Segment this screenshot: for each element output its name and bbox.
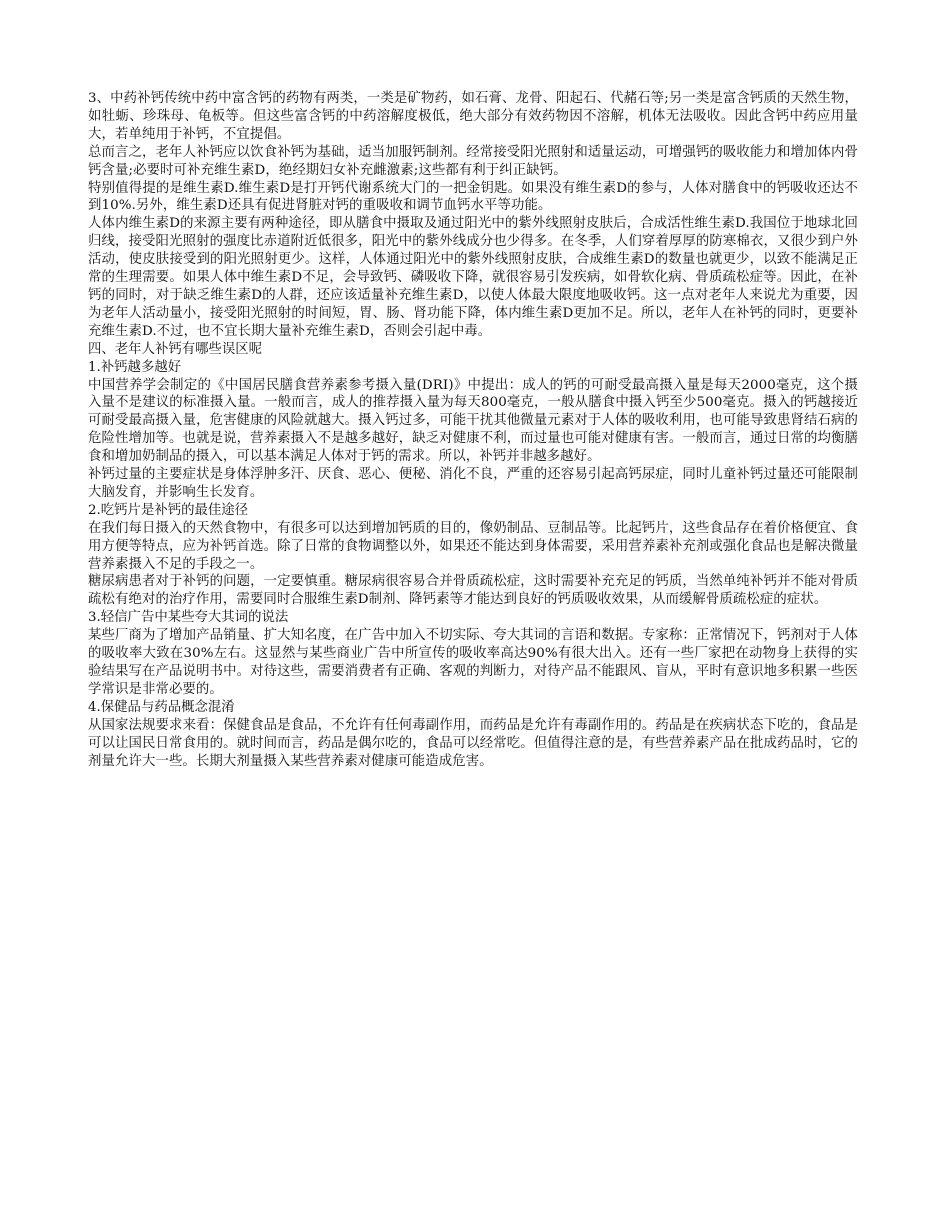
paragraph-vitamin-d-sources: 人体内维生素D的来源主要有两种途径，即从膳食中摄取及通过阳光中的紫外线照射皮肤后，合成活性维生素D.我国位于地球北回归线，接受阳光照射的强度比赤道附近低很多，阳光中的紫外线成分也少得多。在冬季，人们穿着厚厚的防寒棉衣，又很少到户外活动，使皮肤接受到的阳光照射更少。这样，人体通过阳光中的紫外线照射皮肤，合成维生素D的数量也就更少，以致不能满足正常的生理需要。如果人体中维生素D不足，会导致钙、磷吸收下降，就很容易引发疾病，如骨软化病、骨质疏松症等。因此，在补钙的同时，对于缺乏维生素D的人群，还应该适量补充维生素D，以使人体最大限度地吸收钙。这一点对老年人来说尤为重要，因为老年人活动量小，接受阳光照射的时间短，胃、肠、肾功能下降，体内维生素D更加不足。所以，老年人在补钙的同时，更要补充维生素D.不过，也不宜长期大量补充维生素D，否则会引起中毒。 bbox=[88, 216, 858, 339]
paragraph-vitamin-d-key: 特别值得提的是维生素D.维生素D是打开钙代谢系统大门的一把金钥匙。如果没有维生素D的参与，人体对膳食中的钙吸收还达不到10%.另外，维生素D还具有促进肾脏对钙的重吸收和调节血钙水平等功能。 bbox=[88, 180, 858, 214]
paragraph-dri: 中国营养学会制定的《中国居民膳食营养素参考摄入量(DRI)》中提出：成人的钙的可耐受最高摄入量是每天2000毫克，这个摄入量不是建议的标准摄入量。一般而言，成人的推荐摄入量为每天800毫克，一般从膳食中摄入钙至少500毫克。摄入的钙越接近可耐受最高摄入量，危害健康的风险就越大。摄入钙过多，可能干扰其他微量元素对于人体的吸收利用，也可能导致患肾结石病的危险性增加等。也就是说，营养素摄入不是越多越好，缺乏对健康不利，而过量也可能对健康有害。一般而言，通过日常的均衡膳食和增加奶制品的摄入，可以基本满足人体对于钙的需求。所以，补钙并非越多越好。 bbox=[88, 377, 858, 465]
subheading-health-products: 4.保健品与药品概念混淆 bbox=[88, 699, 235, 715]
paragraph-calcium-tcm: 3、中药补钙传统中药中富含钙的药物有两类，一类是矿物药，如石膏、龙骨、阳起石、代赭石等;另一类是富含钙质的天然生物，如牡蛎、珍珠母、龟板等。但这些富含钙的中药溶解度极低，绝大部分有效药物因不溶解，机体无法吸收。因此含钙中药应用量大，若单纯用于补钙，不宜提倡。 bbox=[88, 91, 858, 142]
paragraph-health-products: 从国家法规要求来看：保健食品是食品，不允许有任何毒副作用，而药品是允许有毒副作用的。药品是在疾病状态下吃的，食品是可以让国民日常食用的。就时间而言，药品是偶尔吃的，食品可以经常吃。但值得注意的是，有些营养素产品在批成药品时，它的剂量允许大一些。长期大剂量摄入某些营养素对健康可能造成危害。 bbox=[88, 717, 858, 769]
paragraph-overdose-symptoms: 补钙过量的主要症状是身体浮肿多汗、厌食、恶心、便秘、消化不良，严重的还容易引起高钙尿症，同时儿童补钙过量还可能限制大脑发育，并影响生长发育。 bbox=[88, 467, 858, 500]
document-body bbox=[88, 90, 858, 770]
paragraph-diabetes: 糖尿病患者对于补钙的问题，一定要慎重。糖尿病很容易合并骨质疏松症，这时需要补充充足的钙质，当然单纯补钙并不能对骨质疏松有绝对的治疗作用，需要同时合服维生素D制剂、降钙素等才能达到良好的钙质吸收效果，从而缓解骨质疏松症的症状。 bbox=[88, 574, 858, 608]
paragraph-ad-claims: 某些厂商为了增加产品销量、扩大知名度，在广告中加入不切实际、夸大其词的言语和数据。专家称：正常情况下，钙剂对于人体的吸收率大致在30%左右。这显然与某些商业广告中所宣传的吸收率高达90%有很大出入。还有一些厂家把在动物身上获得的实验结果写在产品说明书中。对待这些，需要消费者有正确、客观的判断力，对待产品不能跟风、盲从，平时有意识地多积累一些医学常识是非常必要的。 bbox=[88, 628, 858, 697]
subheading-ad-claims: 3.轻信广告中某些夸大其词的说法 bbox=[88, 610, 289, 626]
paragraph-summary: 总而言之，老年人补钙应以饮食补钙为基础，适当加服钙制剂。经常接受阳光照射和适量运动，可增强钙的吸收能力和增加体内骨钙含量;必要时可补充维生素D，绝经期妇女补充雌激素;这些都有利于纠正缺钙。 bbox=[88, 144, 858, 178]
section-heading-misconceptions: 四、老年人补钙有哪些误区呢 bbox=[88, 341, 263, 357]
subheading-more-is-better: 1.补钙越多越好 bbox=[88, 359, 182, 375]
paragraph-natural-food: 在我们每日摄入的天然食物中，有很多可以达到增加钙质的目的，像奶制品、豆制品等。比起钙片，这些食品存在着价格便宜、食用方便等特点，应为补钙首选。除了日常的食物调整以外，如果还不能达到身体需要，采用营养素补充剂或强化食品也是解决微量营养素摄入不足的手段之一。 bbox=[88, 520, 858, 572]
subheading-tablets-best: 2.吃钙片是补钙的最佳途径 bbox=[88, 502, 249, 518]
